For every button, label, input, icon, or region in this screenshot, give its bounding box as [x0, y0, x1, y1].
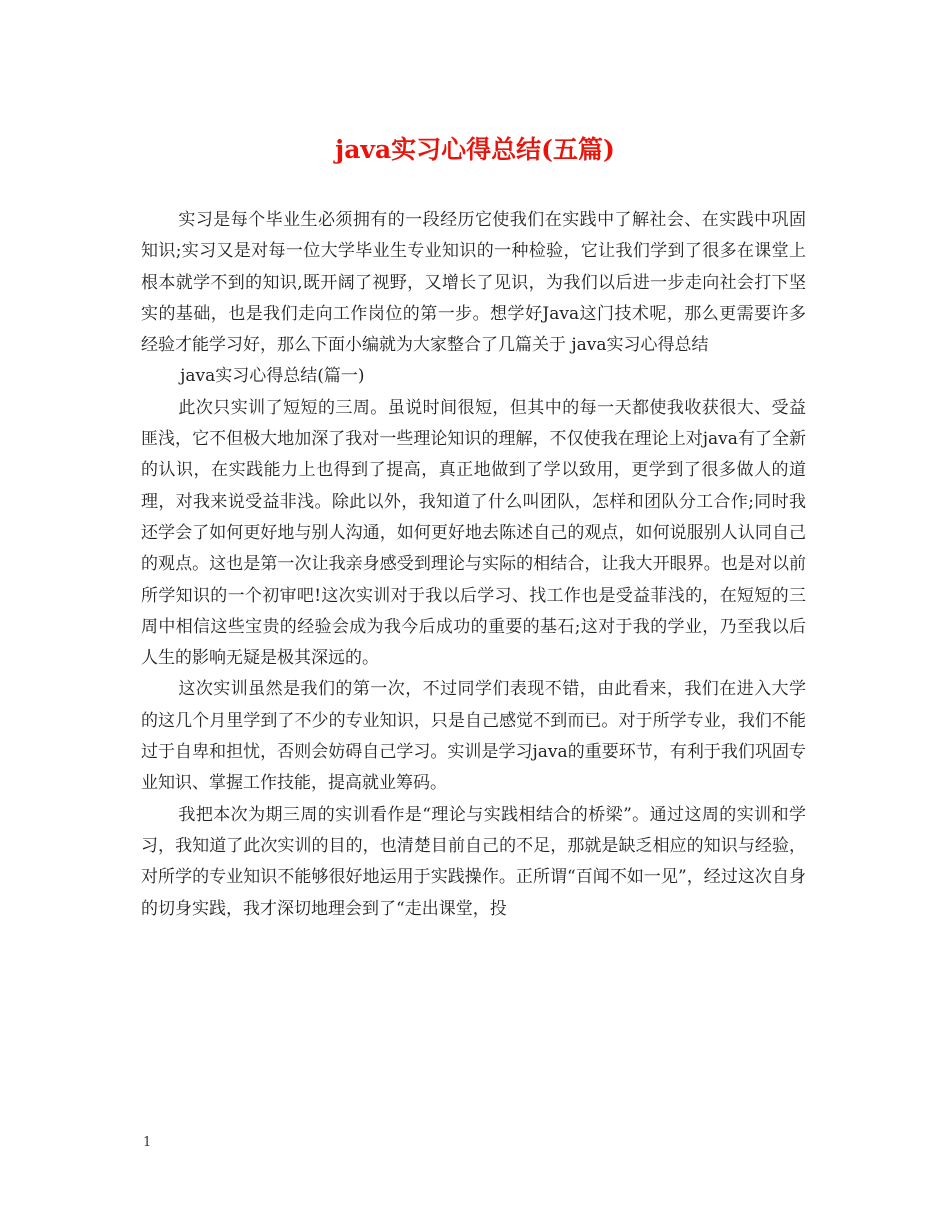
paragraph-part-one-3: 我把本次为期三周的实训看作是“理论与实践相结合的桥梁”。通过这周的实训和学习，我知道了此次实训的目的，也清楚目前自己的不足，那就是缺乏相应的知识与经验，对所学的专业知识不能够很好地运用于实践操作。正所谓“百闻不如一见”，经过这次自身的切身实践，我才深切地理会到了“走出课堂，投 [141, 804, 806, 919]
section-heading-part-one: java实习心得总结(篇一) [180, 366, 365, 387]
page-number: 1 [143, 1135, 152, 1150]
document-body [141, 205, 806, 925]
paragraph-part-one-1: 此次只实训了短短的三周。虽说时间很短，但其中的每一天都使我收获很大、受益匪浅，它不但极大地加深了我对一些理论知识的理解，不仅使我在理论上对java有了全新的认识，在实践能力上也得到了提高，真正地做到了学以致用，更学到了很多做人的道理，对我来说受益非浅。除此以外，我知道了什么叫团队，怎样和团队分工合作;同时我还学会了如何更好地与别人沟通，如何更好地去陈述自己的观点，如何说服别人认同自己的观点。这也是第一次让我亲身感受到理论与实际的相结合，让我大开眼界。也是对以前所学知识的一个初审吧!这次实训对于我以后学习、找工作也是受益菲浅的，在短短的三周中相信这些宝贵的经验会成为我今后成功的重要的基石;这对于我的学业，乃至我以后人生的影响无疑是极其深远的。 [141, 397, 806, 669]
paragraph-intro: 实习是每个毕业生必须拥有的一段经历它使我们在实践中了解社会、在实践中巩固知识;实习又是对每一位大学毕业生专业知识的一种检验，它让我们学到了很多在课堂上根本就学不到的知识,既开阔了视野，又增长了见识，为我们以后进一步走向社会打下坚实的基础，也是我们走向工作岗位的第一步。想学好Java这门技术呢，那么更需要许多经验才能学习好，那么下面小编就为大家整合了几篇关于 java实习心得总结 [141, 210, 806, 356]
paragraph-part-one-2: 这次实训虽然是我们的第一次，不过同学们表现不错，由此看来，我们在进入大学的这几个月里学到了不少的专业知识，只是自己感觉不到而已。对于所学专业，我们不能过于自卑和担忧，否则会妨碍自己学习。实训是学习java的重要环节，有利于我们巩固专业知识、掌握工作技能，提高就业筹码。 [141, 679, 806, 794]
document-title: java实习心得总结(五篇) [335, 135, 615, 164]
